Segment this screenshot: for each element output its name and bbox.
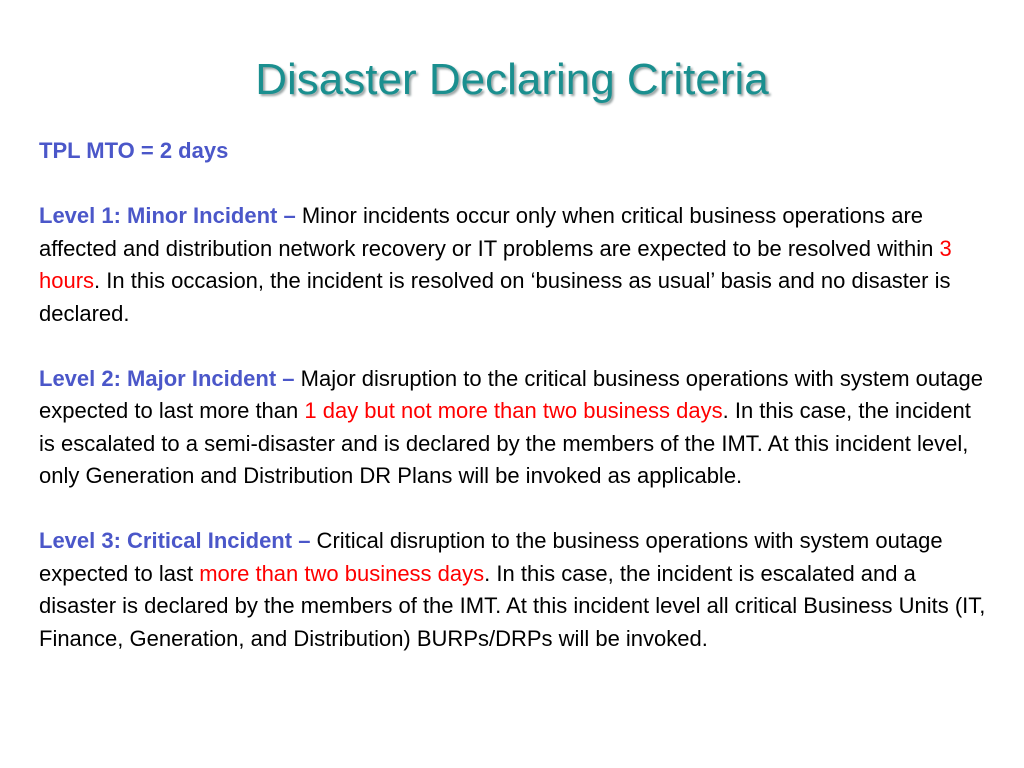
level-1-paragraph xyxy=(39,200,989,330)
level-1-label: Level 1: Minor Incident – xyxy=(39,203,296,228)
level-2-label: Level 2: Major Incident – xyxy=(39,365,295,391)
slide-body xyxy=(39,135,989,655)
level-3-highlight: more than two business days xyxy=(199,560,485,586)
tpl-mto-label: TPL MTO = 2 days xyxy=(39,138,229,163)
level-3-text-after: . In this case, the incident is escalated and a disaster is declared by the members of the IMT. At this incident level all critical Business Units (IT, Finance, Generation, and Distribution) BURPs/DRPs will be invoked. xyxy=(39,560,986,651)
spacer xyxy=(39,168,989,201)
tpl-mto-line xyxy=(39,135,989,168)
spacer xyxy=(39,330,989,363)
level-1-text-after: . In this occasion, the incident is resolved on ‘business as usual’ basis and no disaster is declared. xyxy=(39,268,951,326)
spacer xyxy=(39,493,989,526)
level-2-text-after: . In this case, the incident is escalated to a semi-disaster and is declared by the members of the IMT. At this incident level, only Generation and Distribution DR Plans will be invoked as applicable. xyxy=(39,398,971,488)
level-3-text-before: Critical disruption to the business operations with system outage expected to last xyxy=(39,528,943,586)
level-2-paragraph xyxy=(39,363,989,493)
level-2-text-before: Major disruption to the critical business operations with system outage expected to last more than xyxy=(39,365,983,423)
level-1-highlight: 3 hours xyxy=(39,235,952,293)
slide-title: Disaster Declaring Criteria xyxy=(255,55,769,104)
level-3-label: Level 3: Critical Incident – xyxy=(39,528,311,553)
level-2-highlight: 1 day but not more than two business days xyxy=(304,398,723,423)
level-3-paragraph xyxy=(39,525,989,655)
level-1-text-before: Minor incidents occur only when critical business operations are affected and distribution network recovery or IT problems are expected to be resolved within xyxy=(39,203,940,261)
